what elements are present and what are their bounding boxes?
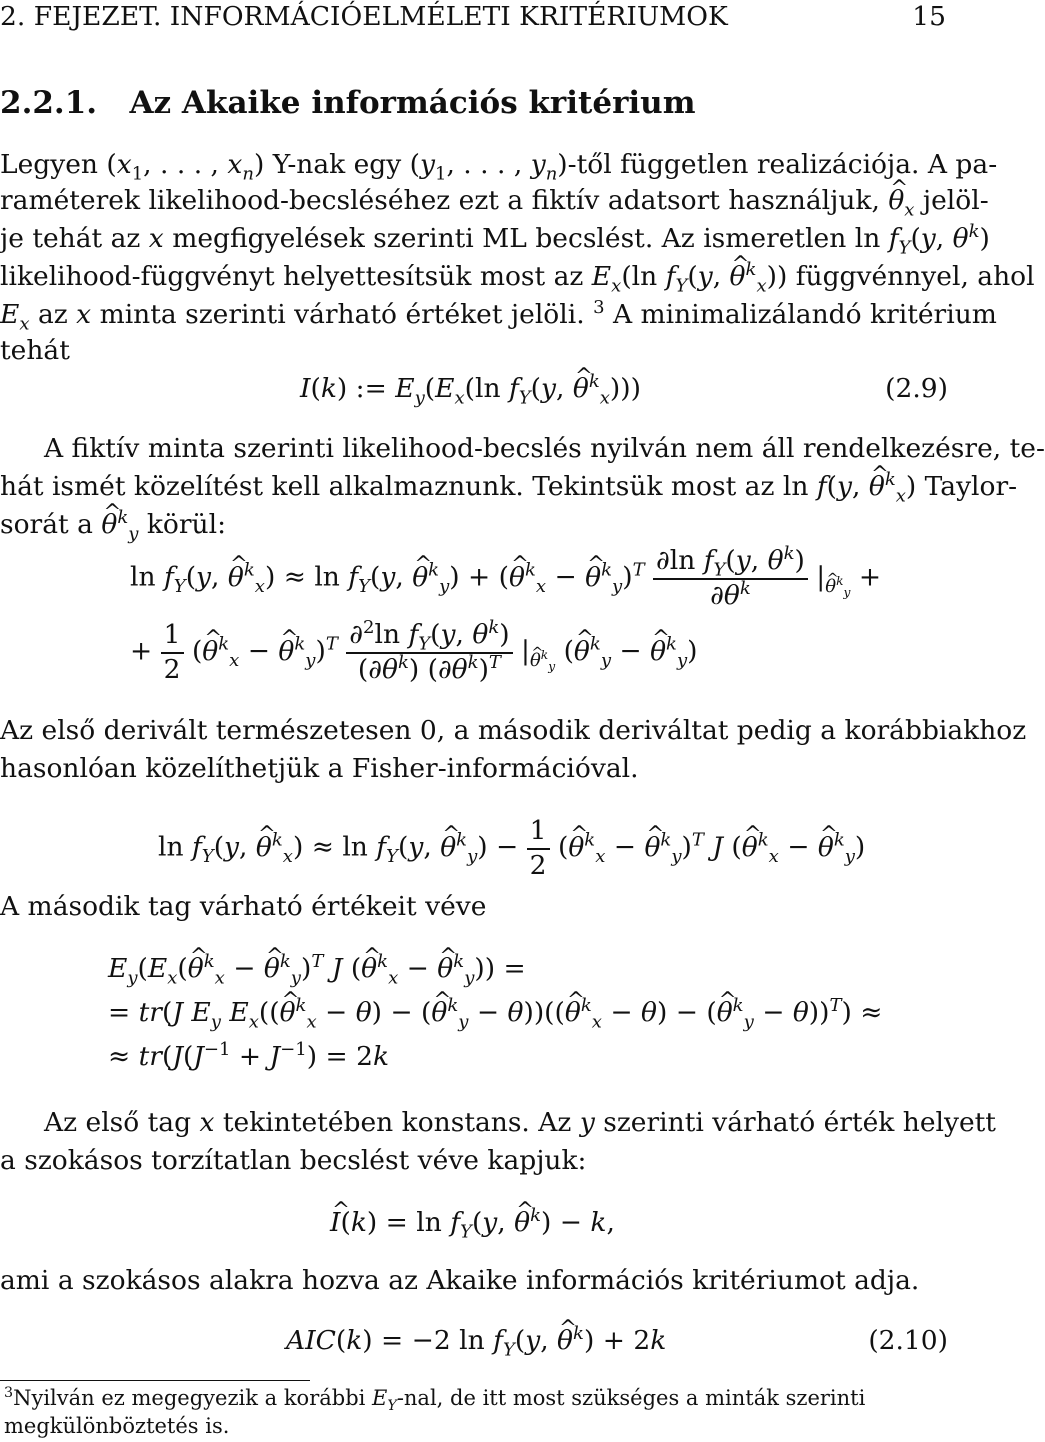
- paragraph-line: sorát a ^ $\theta^k_y$ körül:: [0, 512, 226, 539]
- paragraph-line: a szokásos torzítatlan becslést véve kapjuk:: [0, 1145, 587, 1176]
- equation-taylor-1: $\ln f_Y(y$, ^ $\theta^k_x) \approx \ln f_Y(y$, ^ $\theta^k_y$) + (^ $\theta^k_x$ − ^ $\theta^k_y)^T$ $\frac{\partial\ln f_Y(y, \theta^k)}{\partial\theta^k}$ $|_{\theta^k_y}$ +: [130, 548, 881, 609]
- footnote-line: megkülönböztetés is.: [4, 1414, 230, 1438]
- equation-expectation-3: ≈ $tr(J(J^{-1} + J^{-1}) = 2k$: [108, 1039, 390, 1072]
- paragraph-line: A második tag várható értékeit véve: [0, 891, 487, 922]
- equation-expectation-1: $E_y(E_x(\^{}$ $\theta^k_x$ − ^ $\theta^k_y)^T$ J (^ $\theta^k_x$ − ^ $\theta^k_y$)) =: [108, 956, 526, 983]
- equation-fisher: $\ln f_Y(y$, ^ $\theta^k_x) \approx \ln f_Y(y$, ^ $\theta^k_y$) − $\frac{1}{2}$ (^ $\theta^k_x$ − ^ $\theta^k_y)^T$ J (^ $\theta^k_x$ − ^ $\theta^k_y$): [158, 818, 865, 879]
- equation-number: (2.10): [868, 1325, 948, 1356]
- section-title: Az Akaike információs kritérium: [129, 85, 696, 121]
- section-number: 2.2.1.: [0, 85, 98, 121]
- paragraph-line: $E_x$ az x minta szerinti várható értéket jelöli. $^3$ A minimalizálandó kritérium: [0, 297, 997, 335]
- paragraph-line: hasonlóan közelíthetjük a Fisher-információval.: [0, 753, 639, 784]
- paragraph-line: hát ismét közelítést kell alkalmaznunk. Tekintsük most az ln f(y, ^ $\theta^k_x$) Taylor-: [0, 474, 1017, 501]
- paragraph-line: Legyen ($x_1$, . . . , $x_n$) Y-nak egy ($y_1$, . . . , $y_n$)-től független realizációja. A pa-: [0, 149, 998, 185]
- equation-i-hat: ^ $I(k) = \ln f_Y(y$, ^ $\theta^k) - k$,: [330, 1210, 615, 1237]
- paragraph-line: ami a szokásos alakra hozva az Akaike információs kritériumot adja.: [0, 1265, 920, 1296]
- equation-2-10: AIC(k) = −2 $\ln f_Y(y$, ^ $\theta^k) + 2k$: [286, 1328, 666, 1355]
- page-number: 15: [912, 1, 946, 32]
- equation-expectation-2: = tr(J $E_y$ $E_x((\^{}$ $\theta^k_x - \theta$) − (^ $\theta^k_y$ − θ))((^ $\theta^k_x - \theta$) − (^ $\theta^k_y - \theta))^T$) ≈: [108, 1000, 882, 1027]
- paragraph-line: A fiktív minta szerinti likelihood-becslés nyilván nem áll rendelkezésre, te-: [44, 433, 1045, 464]
- paragraph-line: tehát: [0, 335, 70, 366]
- equation-number: (2.9): [885, 373, 948, 404]
- paragraph-line: Az első derivált természetesen 0, a második deriváltat pedig a korábbiakhoz: [0, 715, 1027, 746]
- section-heading: [0, 85, 696, 121]
- equation-2-9: I(k) := $E_y(E_x(\ln$ $f_Y(y$, ^ $\theta^k_x$))): [300, 376, 641, 403]
- paragraph-line: raméterek likelihood-becsléséhez ezt a fiktív adatsort használjuk, ^ $\theta_x$ jelöl-: [0, 188, 989, 215]
- paragraph-line: likelihood-függvényt helyettesítsük most az $E_x(\ln$ $f_Y(y$, ^ $\theta^k_x$)) függvénnyel, ahol: [0, 264, 1035, 291]
- equation-taylor-2: + $\frac{1}{2}$ (^ $\theta^k_x$ − ^ $\theta^k_y)^T$ $\frac{\partial^2\ln f_Y(y, \theta^k)}{(\partial\theta^k) (\partial\theta^k)^T}$ $|_{\theta^k_y}$ (^ $\theta^k_y$ − ^ $\theta^k_y$): [130, 622, 697, 683]
- running-header: [0, 1, 728, 32]
- paragraph-line: Az első tag x tekintetében konstans. Az y szerinti várható érték helyett: [44, 1107, 996, 1138]
- footnote: $^3$Nyilván ez megegyezik a korábbi $E_Y$-nal, de itt most szükséges a minták szerinti: [4, 1385, 866, 1415]
- paragraph-line: je tehát az x megfigyelések szerinti ML becslést. Az ismeretlen $\ln f_Y(y$, $\theta^k$): [0, 221, 990, 259]
- chapter-title: 2. FEJEZET. INFORMÁCIÓELMÉLETI KRITÉRIUMOK: [0, 1, 728, 32]
- footnote-rule: [0, 1380, 310, 1381]
